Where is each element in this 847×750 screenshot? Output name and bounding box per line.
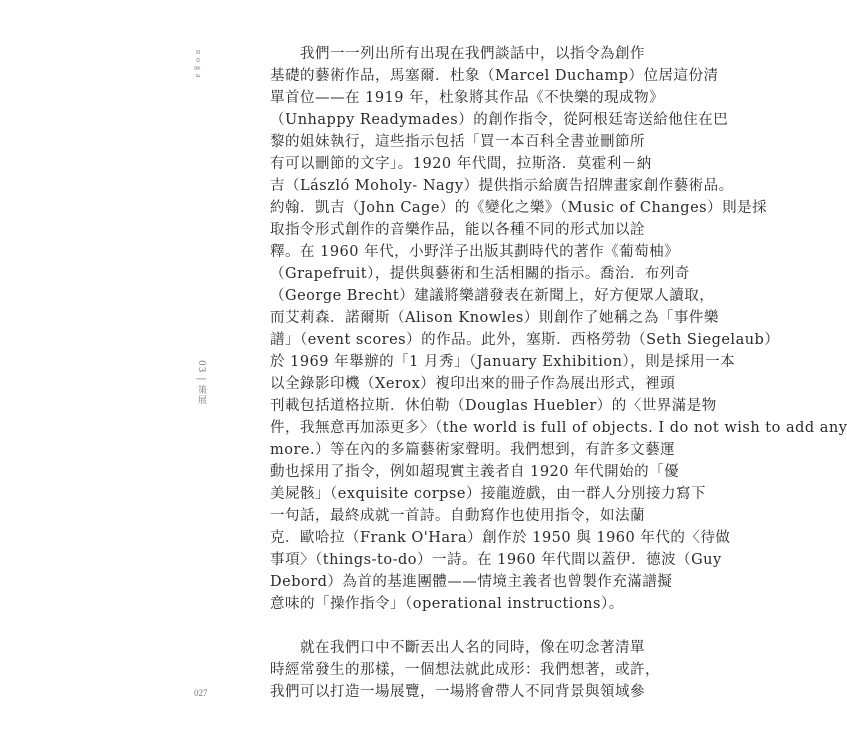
- text-line: 件，我無意再加添更多〉（the world is full of objects. I do not wish to add any: [270, 420, 847, 436]
- text-line: 動也採用了指令，例如超現實主義者自 1920 年代開始的「優: [270, 464, 680, 480]
- body-text: [270, 43, 847, 703]
- paragraph-1: [270, 43, 847, 615]
- paragraph-2: [270, 637, 660, 703]
- text-line: 單首位——在 1919 年，杜象將其作品《不快樂的現成物》: [270, 90, 665, 106]
- text-line: 約翰．凱吉（John Cage）的《變化之樂》（Music of Changes）則是採: [270, 200, 768, 216]
- text-line: 而艾莉森．諾爾斯（Alison Knowles）則創作了她稱之為「事件樂: [270, 310, 719, 326]
- text-line: 克．歐哈拉（Frank O'Hara）創作於 1950 與 1960 年代的〈待做: [270, 530, 731, 546]
- text-line: 就在我們口中不斷丟出人名的同時，像在叨念著清單: [270, 640, 645, 656]
- text-line: （George Brecht）建議將樂譜發表在新聞上，好方便眾人讀取，: [270, 288, 715, 304]
- text-line: 譜」（event scores）的作品。此外，塞斯．西格勞勃（Seth Siegelaub）: [270, 332, 780, 348]
- page-number: 027: [194, 688, 208, 698]
- text-line: 黎的姐妹執行，這些指示包括「買一本百科全書並刪節所: [270, 134, 645, 150]
- text-line: more.）等在內的多篇藝術家聲明。我們想到，有許多文藝運: [270, 442, 676, 458]
- text-line: （Unhappy Readymades）的創作指令，從阿根廷寄送給他住在巴: [270, 112, 729, 128]
- text-line: 刊載包括道格拉斯．休伯勒（Douglas Huebler）的〈世界滿是物: [270, 398, 717, 414]
- text-line: 美屍骸」（exquisite corpse）接龍遊戲，由一群人分別接力寫下: [270, 486, 706, 502]
- text-line: 事項〉（things-to-do）一詩。在 1960 年代間以蓋伊．德波（Guy: [270, 552, 722, 568]
- text-line: 釋。在 1960 年代，小野洋子出版其劃時代的著作《葡萄柚》: [270, 244, 680, 260]
- text-line: 吉（László Moholy- Nagy）提供指示給廣告招牌畫家創作藝術品。: [270, 178, 734, 194]
- text-line: 我們一一列出所有出現在我們談話中，以指令為創作: [270, 46, 645, 62]
- text-line: 以全錄影印機（Xerox）複印出來的冊子作為展出形式，裡頭: [270, 376, 676, 392]
- text-line: 我們可以打造一場展覽，一場將會帶人不同背景與領域參: [270, 684, 645, 700]
- running-head: n o g a: [194, 50, 203, 79]
- text-line: Debord）為首的基進團體——情境主義者也曾製作充滿譜擬: [270, 574, 673, 590]
- text-line: 取指令形式創作的音樂作品，能以各種不同的形式加以詮: [270, 222, 645, 238]
- text-line: 意味的「操作指令」（operational instructions）。: [270, 596, 624, 612]
- text-line: 基礎的藝術作品，馬塞爾．杜象（Marcel Duchamp）位居這份清: [270, 68, 719, 84]
- text-line: 於 1969 年舉辦的「1 月秀」（January Exhibition），則是採用一本: [270, 354, 736, 370]
- chapter-label: 03 | 策展: [196, 360, 206, 406]
- text-line: 時經常發生的那樣，一個想法就此成形：我們想著，或許，: [270, 662, 660, 678]
- text-line: 一句話，最終成就一首詩。自動寫作也使用指令，如法蘭: [270, 508, 645, 524]
- text-line: （Grapefruit），提供與藝術和生活相關的指示。喬治．布列奇: [270, 266, 690, 282]
- text-line: 有可以刪節的文字」。1920 年代間，拉斯洛．莫霍利－納: [270, 156, 652, 172]
- paragraph-gap: [270, 615, 615, 637]
